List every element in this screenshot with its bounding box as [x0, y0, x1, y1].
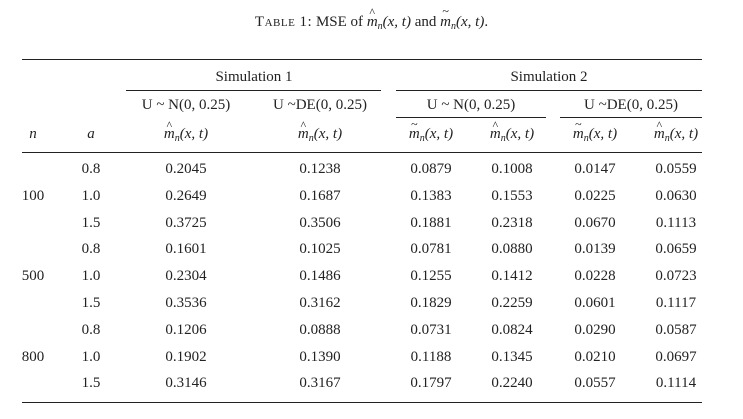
mse-value-cell: 0.0880: [491, 241, 533, 257]
mse-value-cell: 0.1206: [165, 322, 207, 338]
mse-value-cell: 0.3162: [299, 295, 341, 311]
caption-estimator-tilde: ~ $m_n(x$, t): [440, 14, 484, 30]
mse-value-cell: 0.3167: [299, 375, 341, 391]
simulation-2-rule: [396, 90, 702, 91]
mse-value-cell: 0.1113: [655, 215, 697, 231]
row-a-cell: 1.0: [81, 188, 101, 204]
mse-value-cell: 0.0731: [410, 322, 452, 338]
mse-value-cell: 0.2304: [165, 268, 207, 284]
mse-value-cell: 0.1025: [299, 241, 341, 257]
row-a-cell: 1.5: [81, 375, 101, 391]
mse-value-cell: 0.0147: [574, 161, 616, 177]
mse-value-cell: 0.0888: [299, 322, 341, 338]
mse-value-cell: 0.0139: [574, 241, 616, 257]
estimator-header-5: ~ $m_n(x$, t): [573, 125, 617, 148]
mse-value-cell: 0.1797: [410, 375, 452, 391]
mse-value-cell: 0.0824: [491, 322, 533, 338]
sim2-normal-rule: [396, 117, 546, 118]
caption-estimator-hat: ^ $m_n(x$, t): [367, 14, 411, 30]
mse-value-cell: 0.1390: [299, 349, 341, 365]
mse-value-cell: 0.0659: [655, 241, 697, 257]
mse-value-cell: 0.1902: [165, 349, 207, 365]
mse-value-cell: 0.0225: [574, 188, 616, 204]
row-n-cell: 800: [21, 349, 45, 365]
mse-value-cell: 0.2318: [491, 215, 533, 231]
mse-value-cell: 0.0630: [655, 188, 697, 204]
dist-header-sim1-normal: U ~ N(0, 0.25): [141, 97, 231, 113]
mse-value-cell: 0.0601: [574, 295, 616, 311]
caption-mse-text: MSE of: [315, 14, 364, 30]
top-rule: [22, 59, 702, 60]
group-header-simulation-2: Simulation 2: [510, 69, 588, 85]
column-header-a: a: [87, 126, 95, 142]
estimator-header-4: ^ $m_n(x$, t): [490, 125, 534, 148]
group-header-simulation-1: Simulation 1: [215, 69, 293, 85]
mse-value-cell: 0.1601: [165, 241, 207, 257]
simulation-1-rule: [126, 90, 381, 91]
estimator-header-6: ^ $m_n(x$, t): [654, 125, 698, 148]
mse-value-cell: 0.1345: [491, 349, 533, 365]
mse-value-cell: 0.2259: [491, 295, 533, 311]
column-header-n: n: [29, 126, 37, 142]
mse-value-cell: 0.1881: [410, 215, 452, 231]
mse-value-cell: 0.0559: [655, 161, 697, 177]
mse-value-cell: 0.1117: [655, 295, 697, 311]
mse-value-cell: 0.0670: [574, 215, 616, 231]
mse-value-cell: 0.1383: [410, 188, 452, 204]
row-a-cell: 1.5: [81, 215, 101, 231]
mse-value-cell: 0.0781: [410, 241, 452, 257]
mse-value-cell: 0.0587: [655, 322, 697, 338]
mse-value-cell: 0.0697: [655, 349, 697, 365]
row-a-cell: 1.5: [81, 295, 101, 311]
mse-value-cell: 0.1486: [299, 268, 341, 284]
estimator-header-3: ~ $m_n(x$, t): [409, 125, 453, 148]
caption-label: Table 1:: [254, 14, 313, 30]
row-a-cell: 0.8: [81, 322, 101, 338]
header-rule: [22, 152, 702, 153]
mse-value-cell: 0.0879: [410, 161, 452, 177]
mse-value-cell: 0.1829: [410, 295, 452, 311]
mse-value-cell: 0.0290: [574, 322, 616, 338]
bottom-rule: [22, 402, 702, 403]
mse-value-cell: 0.3536: [165, 295, 207, 311]
mse-value-cell: 0.2045: [165, 161, 207, 177]
mse-value-cell: 0.1114: [655, 375, 697, 391]
mse-value-cell: 0.2649: [165, 188, 207, 204]
estimator-header-2: ^ $m_n(x$, t): [298, 125, 342, 148]
mse-value-cell: 0.1238: [299, 161, 341, 177]
row-a-cell: 1.0: [81, 268, 101, 284]
mse-value-cell: 0.1687: [299, 188, 341, 204]
mse-value-cell: 0.0723: [655, 268, 697, 284]
mse-value-cell: 0.1188: [410, 349, 452, 365]
dist-header-sim1-de: U ~DE(0, 0.25): [273, 97, 367, 113]
dist-header-sim2-normal: U ~ N(0, 0.25): [426, 97, 516, 113]
caption-and-text: and: [414, 14, 437, 30]
mse-value-cell: 0.0228: [574, 268, 616, 284]
mse-value-cell: 0.3506: [299, 215, 341, 231]
caption-period: .: [484, 14, 489, 30]
estimator-header-1: ^ $m_n(x$, t): [164, 125, 208, 148]
mse-value-cell: 0.3725: [165, 215, 207, 231]
row-a-cell: 1.0: [81, 349, 101, 365]
mse-value-cell: 0.2240: [491, 375, 533, 391]
mse-value-cell: 0.1008: [491, 161, 533, 177]
row-n-cell: 500: [21, 268, 45, 284]
row-a-cell: 0.8: [81, 241, 101, 257]
mse-value-cell: 0.1255: [410, 268, 452, 284]
dist-header-sim2-de: U ~DE(0, 0.25): [584, 97, 678, 113]
row-a-cell: 0.8: [81, 161, 101, 177]
mse-value-cell: 0.1553: [491, 188, 533, 204]
row-n-cell: 100: [21, 188, 45, 204]
mse-value-cell: 0.3146: [165, 375, 207, 391]
mse-value-cell: 0.0557: [574, 375, 616, 391]
mse-value-cell: 0.1412: [491, 268, 533, 284]
mse-value-cell: 0.0210: [574, 349, 616, 365]
